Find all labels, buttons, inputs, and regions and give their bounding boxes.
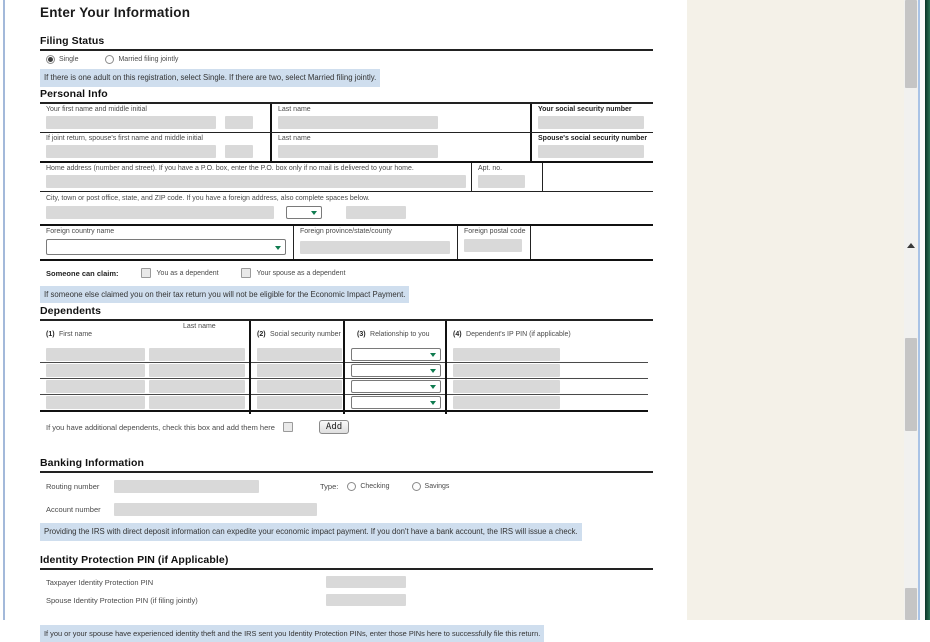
additional-dependents-label: If you have additional dependents, check this box and add them here (46, 422, 275, 432)
dep-col5-label: Dependent's IP PIN (if applicable) (466, 331, 571, 339)
single-radio-label: Single (59, 56, 79, 63)
middle-initial-input[interactable] (225, 116, 253, 129)
taxpayer-name-row (40, 104, 653, 133)
chevron-down-icon (275, 246, 281, 250)
apt-input[interactable] (478, 175, 525, 188)
banking-header: Banking Information (40, 457, 653, 473)
first-name-input[interactable] (46, 116, 216, 129)
spouse-name-row (40, 133, 653, 161)
ipp-header: Identity Protection PIN (if Applicable) (40, 554, 653, 570)
chevron-down-icon (311, 211, 317, 215)
additional-dependents-checkbox[interactable] (283, 422, 293, 432)
dependent-row (40, 363, 648, 379)
dep-col3-num: (2) (257, 331, 266, 339)
filing-status-note: If there is one adult on this registration, select Single. If there are two, select Married filing jointly. (40, 69, 380, 87)
checking-label: Checking (360, 483, 390, 491)
filing-status-options (40, 54, 653, 65)
foreign-country-label: Foreign country name (46, 227, 115, 235)
spouse-first-name-input[interactable] (46, 145, 216, 158)
single-radio[interactable] (46, 55, 55, 64)
dependent-row (40, 379, 648, 395)
add-button[interactable]: Add (319, 420, 349, 434)
savings-radio[interactable] (412, 482, 421, 491)
ipp-note: If you or your spouse have experienced identity theft and the IRS sent you Identity Protection PINs, enter those PINs here to successfully file this return. (40, 625, 544, 642)
spouse-middle-initial-input[interactable] (225, 145, 253, 158)
foreign-address-row (40, 226, 653, 261)
scroll-up-arrow-icon[interactable] (907, 243, 915, 248)
home-address-row (40, 163, 653, 192)
filing-status-header: Filing Status (40, 35, 653, 51)
taxpayer-ippin-row (40, 576, 653, 588)
foreign-province-input[interactable] (300, 241, 450, 254)
scrollbar-thumb[interactable] (905, 0, 917, 88)
ssn-label: Your social security number (538, 105, 632, 113)
dep-last-name-input[interactable] (149, 380, 245, 393)
state-dropdown[interactable] (286, 206, 322, 219)
claim-spouse-checkbox[interactable] (241, 268, 251, 278)
dep-last-name-input[interactable] (149, 348, 245, 361)
dep-ssn-input[interactable] (257, 364, 342, 377)
dep-ssn-input[interactable] (257, 380, 342, 393)
account-label: Account number (46, 505, 101, 515)
claim-note: If someone else claimed you on their tax return you will not be eligible for the Economic Impact Payment. (40, 286, 409, 304)
spouse-ssn-label: Spouse's social security number (538, 134, 648, 142)
scrollbar-thumb[interactable] (905, 588, 917, 620)
dependents-header-row (40, 321, 648, 347)
dep-first-name-input[interactable] (46, 380, 145, 393)
account-input[interactable] (114, 503, 317, 516)
dep-ippin-input[interactable] (453, 364, 560, 377)
dep-col1-num: (1) (46, 331, 55, 339)
spouse-ssn-input[interactable] (538, 145, 644, 158)
dep-ssn-input[interactable] (257, 396, 342, 409)
foreign-country-dropdown[interactable] (46, 239, 286, 255)
routing-row (40, 480, 653, 493)
first-name-label: Your first name and middle initial (46, 105, 147, 113)
dep-col5-num: (4) (453, 331, 462, 339)
dep-relationship-dropdown[interactable] (351, 396, 441, 409)
scrollbar-thumb[interactable] (905, 338, 917, 431)
account-type-label: Type: (320, 482, 339, 492)
home-address-input[interactable] (46, 175, 466, 188)
spouse-last-name-input[interactable] (278, 145, 438, 158)
dep-col1-label: First name (59, 331, 93, 339)
dep-last-name-input[interactable] (149, 396, 245, 409)
claim-you-checkbox[interactable] (141, 268, 151, 278)
dependents-header: Dependents (40, 305, 653, 321)
claim-you-label: You as a dependent (156, 269, 219, 277)
spouse-ippin-row (40, 594, 653, 606)
last-name-label: Last name (278, 105, 311, 113)
checking-radio[interactable] (347, 482, 356, 491)
foreign-province-label: Foreign province/state/county (300, 227, 392, 235)
married-radio-label: Married filing jointly (118, 56, 179, 63)
dep-ippin-input[interactable] (453, 380, 560, 393)
dep-relationship-dropdown[interactable] (351, 364, 441, 377)
dep-first-name-input[interactable] (46, 364, 145, 377)
routing-input[interactable] (114, 480, 259, 493)
foreign-postal-label: Foreign postal code (464, 227, 526, 235)
desktop-edge (925, 0, 930, 620)
claim-label: Someone can claim: (46, 268, 119, 278)
dependent-row (40, 347, 648, 363)
dep-col4-num: (3) (357, 331, 366, 339)
dep-first-name-input[interactable] (46, 396, 145, 409)
city-input[interactable] (46, 206, 274, 219)
ssn-input[interactable] (538, 116, 644, 129)
account-row (40, 503, 653, 516)
form-paper (5, 0, 687, 639)
personal-info-header: Personal Info (40, 88, 653, 104)
dependents-table (40, 321, 648, 412)
spouse-last-name-label: Last name (278, 134, 311, 142)
chevron-down-icon (430, 401, 436, 405)
dep-first-name-input[interactable] (46, 348, 145, 361)
apt-label: Apt. no. (478, 164, 503, 172)
home-address-label: Home address (number and street). If you have a P.O. box, enter the P.O. box only if no mail is delivered to your home. (46, 164, 414, 172)
dep-relationship-dropdown[interactable] (351, 380, 441, 393)
dep-ippin-input[interactable] (453, 348, 560, 361)
spouse-first-name-label: If joint return, spouse's first name and middle initial (46, 134, 203, 142)
married-radio[interactable] (105, 55, 114, 64)
chevron-down-icon (430, 353, 436, 357)
dep-col2-label: Last name (183, 323, 216, 331)
taxpayer-ippin-label: Taxpayer Identity Protection PIN (46, 577, 154, 587)
dependent-row (40, 395, 648, 410)
banking-note: Providing the IRS with direct deposit information can expedite your economic impact payment. If you don't have a bank account, the IRS will issue a check. (40, 523, 582, 541)
dep-col3-label: Social security number (270, 331, 341, 339)
savings-label: Savings (424, 483, 450, 491)
additional-dependents-row (40, 420, 653, 434)
page-background (687, 0, 904, 620)
personal-info-table (40, 104, 653, 163)
claim-row (40, 268, 653, 279)
taxpayer-ippin-input[interactable] (326, 576, 406, 588)
city-row (40, 192, 653, 226)
dep-last-name-input[interactable] (149, 364, 245, 377)
spouse-ippin-label: Spouse Identity Protection PIN (if filing jointly) (46, 595, 198, 605)
last-name-input[interactable] (278, 116, 438, 129)
zip-input[interactable] (346, 206, 406, 219)
scrollbar[interactable] (904, 0, 918, 620)
dep-ippin-input[interactable] (453, 396, 560, 409)
dep-col4-label: Relationship to you (370, 331, 430, 339)
spouse-ippin-input[interactable] (326, 594, 406, 606)
dep-relationship-dropdown[interactable] (351, 348, 441, 361)
left-border (3, 0, 5, 620)
dep-ssn-input[interactable] (257, 348, 342, 361)
foreign-postal-input[interactable] (464, 239, 522, 252)
chevron-down-icon (430, 385, 436, 389)
page-title: Enter Your Information (40, 5, 191, 20)
routing-label: Routing number (46, 482, 100, 492)
claim-spouse-label: Your spouse as a dependent (256, 269, 346, 277)
city-label: City, town or post office, state, and ZIP code. If you have a foreign address, also complete spaces below. (46, 194, 370, 202)
chevron-down-icon (430, 369, 436, 373)
